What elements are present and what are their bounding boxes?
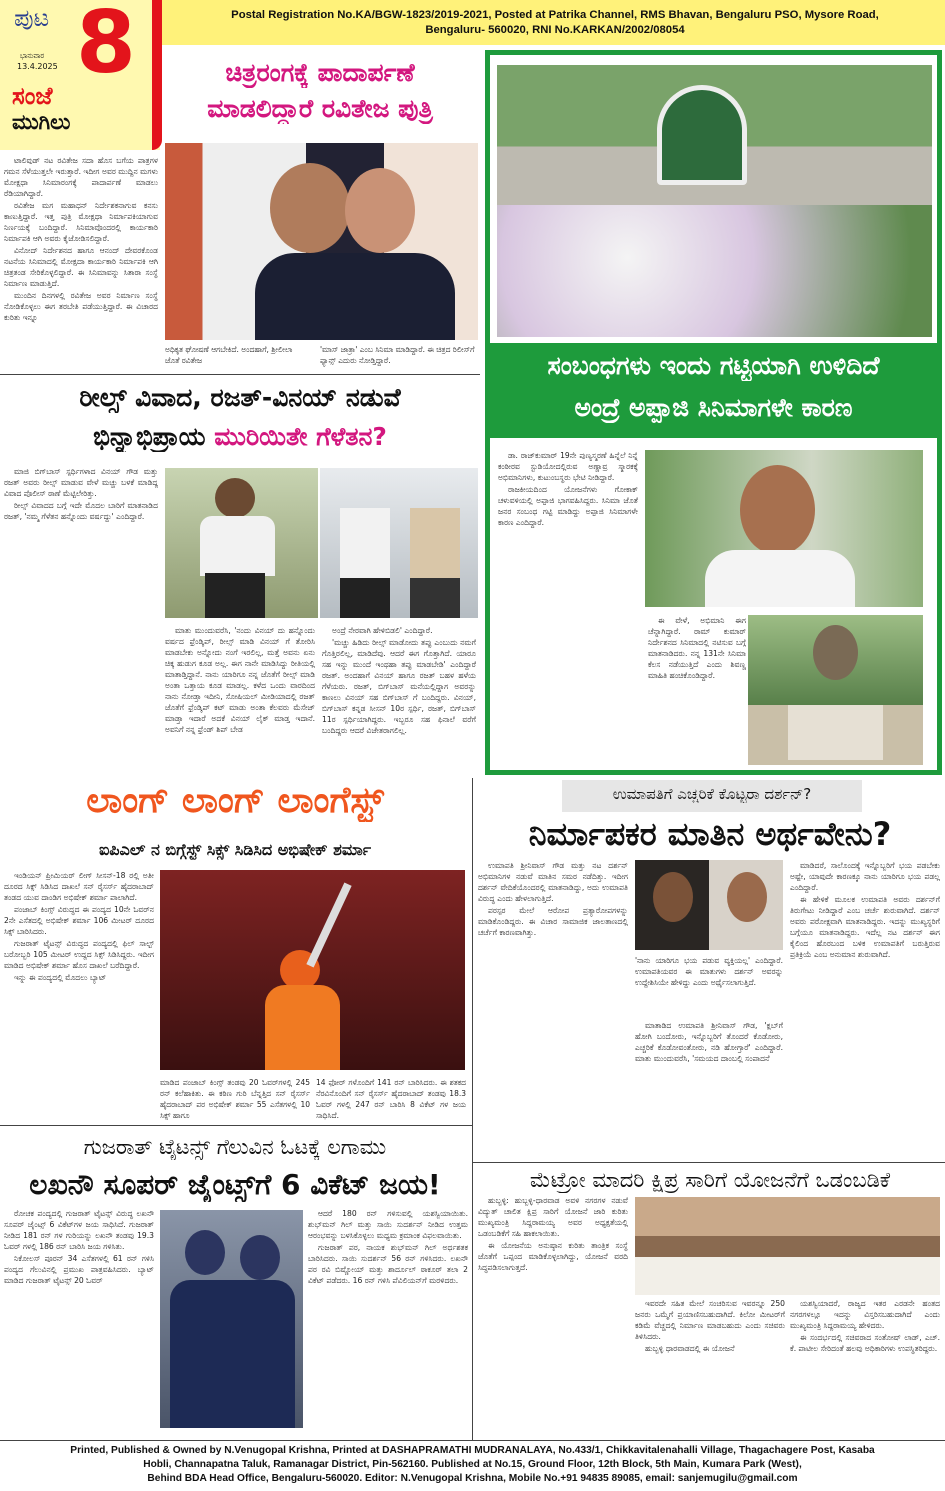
divider [0,374,480,375]
footer-line-2: Hobli, Channapatna Taluk, Ramanagar District, Pin-562160. Published at No.15, Ground Floor, 12th Block, 5th Main, Kumara Park (West), [143,1459,802,1470]
paragraph: ಗುಜರಾತ್ ಟೈಟನ್ಸ್ ವಿರುದ್ಧದ ಪಂದ್ಯದಲ್ಲಿ ಫಿಲ್ ಸಾಲ್ಟ್ ಬರೋಬ್ಬರಿ 105 ಮೀಟರ್ ಉದ್ದದ ಸಿಕ್ಸ್ ಸಿಡಿಸಿದ್ದರು. ಇದೀಗ ಮಾಡಿದ ಅಭಿಷೇಕ್ ಶರ್ಮಾ ಹೊಸ ದಾಖಲೆ ಬರೆದಿದ್ದಾರೆ. [4,939,154,970]
subheadline: ಐಪಿಎಲ್ ನ ಬಿಗ್ಗೆಸ್ಟ್ ಸಿಕ್ಸ್ ಸಿಡಿಸಿದ ಅಭಿಷೇಕ್ ಶರ್ಮಾ [98,840,372,859]
paragraph: ಇಂಡಿಯನ್ ಪ್ರೀಮಿಯರ್ ಲೀಗ್ ಸೀಸನ್-18 ರಲ್ಲಿ ಅತೀ ದೂರದ ಸಿಕ್ಸ್ ಸಿಡಿಸಿದ ದಾಖಲೆ ಸನ್ ರೈಸರ್ಸ್ ಹೈದರಾಬಾದ್ ತಂಡದ ಯುವ ದಾಂಡಿಗ ಅಭಿಷೇಕ್ ಶರ್ಮಾ ಪಾಲಾಗಿದೆ. [4,871,154,902]
paragraph: ಆದರೆ 180 ರನ್ ಗಳಿಸುವಲ್ಲಿ ಯಶಸ್ವಿಯಾಯಿತು. ಶುಭ್‌ಮನ್ ಗಿಲ್ ಮತ್ತು ಸಾಯಿ ಸುದರ್ಶನ್ ನೀಡಿದ ಉತ್ತಮ ಆರಂಭವನ್ನು ಬಳಸಿಕೊಳ್ಳಲು ಮಧ್ಯಮ ಕ್ರಮಾಂಕ ವಿಫಲವಾಯಿತು. [308,1209,468,1240]
footer-line-1: Printed, Published & Owned by N.Venugopal Krishna, Printed at DASHAPRAMATHI MUDRANALAYA, No.433/1, Chikkavitalenahalli Village, Thagachagere Post, Kasaba [70,1445,875,1456]
headline-line-2 [0,422,480,452]
article-body [4,870,154,1120]
divider [0,1125,472,1126]
paragraph: ಮುಂದಿನ ದಿನಗಳಲ್ಲಿ ರವಿತೇಜ ಅವರ ನಿರ್ಮಾಣ ಸಂಸ್ಥೆ ನೋಡಿಕೊಳ್ಳಲು ಈಗ ತರಬೇತಿ ಪಡೆಯುತ್ತಿದ್ದಾರೆ. ಈ ವಿಚಾರದ ಕುರಿತು ಇನ್ನೂ [4,291,158,322]
rajat-photo [165,468,318,618]
paragraph: ಮಾಡಿದರೆ, ಸಾಲೊಂದಕ್ಕೆ ಇನ್ನೊಬ್ಬರಿಗೆ ಭಯ ಪಡಬೇಕು ಅಷ್ಟೇ, ಯಾವುದೇ ಕಾರಣಕ್ಕೂ ನಾನು ಯಾರಿಗೂ ಭಯ ಪಡಲ್ಲ ಎಂದಿದ್ದಾರೆ. [790,861,940,892]
article-body-col-3 [790,1298,940,1436]
paragraph: ಉಮಾಪತಿ ಶ್ರೀನಿವಾಸ್ ಗೌಡ ಮತ್ತು ನಟ ದರ್ಶನ್ ಅಭಿಮಾನಿಗಳ ನಡುವೆ ಮಾತಿನ ಸಮರ ನಡೆದಿತ್ತು. ಇದೀಗ ದರ್ಶನ್ ವೇದಿಕೆಯೊಂದರಲ್ಲಿ ಮಾತನಾಡಿದ್ದು, ಅದು ಉಮಾಪತಿ ವಿರುದ್ಧ ಎಂದು ಹೇಳಲಾಗುತ್ತಿದೆ. [478,861,628,903]
photo-caption-1: ಅಧಿಕೃತ ಘೋಷಣೆ ಆಗಬೇಕಿದೆ. ಅಂದಹಾಗೆ, ಶ್ರೀಲೀಲಾ ಜೊತೆ ರವಿತೇಜ [165,345,293,365]
paragraph: ಡಾ. ರಾಜ್‌ಕುಮಾರ್ 19ನೇ ಪುಣ್ಯಸ್ಮರಣೆ ಹಿನ್ನೆಲೆ ನಿನ್ನೆ ಕಂಠೀರವ ಸ್ಟುಡಿಯೋದಲ್ಲಿರುವ ಅಣ್ಣಾವ್ರ ಸ್ಮಾರಕಕ್ಕೆ ಅಭಿಮಾನಿಗಳು, ಕುಟುಂಬಸ್ಥರು ಭೇಟಿ ನೀಡಿದ್ದಾರೆ. [498,451,638,482]
headline-line-2: ಮಾಡಲಿದ್ದಾರೆ ರವಿತೇಜ ಪುತ್ರಿ [207,94,433,123]
paragraph: ಮಾತು ಮುಂದುವರೆಸಿ, 'ನಂದು ವಿನಯ್ ದು ಹನ್ನೊಂದು ವರ್ಷದ ಫ್ರೆಂಡ್ಶಿಪ್, ರೀಲ್ಸ್ ಮಾಡಿ ವಿನಯ್ ಗೆ ತೋರಿಸಿ ಮಾಡಬೇಕು ಅನ್ನೋದು ನಂಗೆ ಇರಲಿಲ್ಲ, ಮತ್ತೆ ಅವನು ಏನು ಚಿಕ್ಕ ಹುಡುಗ ಕೂಡ ಅಲ್ಲ. ಈಗ ನಾನೇ ಮಾಡಿಸಿದ್ದು ರೀತಿಯಲ್ಲಿ ಮಾತಾಡ್ತಿದ್ದಾನೆ. ನಾನು ಯಾರಿಗೂ ನನ್ನ ಜೊತೆಗೆ ರೀಲ್ಸ್ ಮಾಡಿ ಅಂತಾ ಒತ್ತಾಯ ಕೂಡ ಮಾಡಲ್ಲ. ಕಳೆದ ಒಂದು ವಾರದಿಂದ ನಾನು ನೋಡ್ತಾ ಇದೀನಿ, ಸೋಷಿಯಲ್ ಮೀಡಿಯಾದಲ್ಲಿ ರಜತ್ ಜೊತೆಗೆ ಫ್ರೆಂಡ್ಶಿಪ್ ಕಟ್ ಮಾಡು ಅಂತಾ ಕೆಲವರು ಮೆಸೇಜ್ ಮಾಡ್ತಾ ಇದಾರೆ ಅದಕೆ ವಿನಯ್ ಲೈಕ್ ಮಾಡ್ತ ಇದಾನೆ. ಅವನಿಗೆ ನನ್ನ ಫ್ರೆಂಡ್ ಶಿಪ್ ಬೇಡ [165,626,315,734]
article-body [4,466,158,766]
photo-caption: 'ನಾನು ಯಾರಿಗೂ ಭಯ ಪಡುವ ವ್ಯಕ್ತಿಯಲ್ಲ' ಎಂದಿದ್ದಾರೆ. ಉಮಾಪತಿಯವರ ಈ ಮಾತುಗಳು ದರ್ಶನ್ ಅವರನ್ನು ಉದ್ದೇಶಿಸಿಯೇ ಹೇಳಿದ್ದು ಎಂದು ಅರ್ಥೈಸಲಾಗುತ್ತಿದೆ. [635,956,783,987]
article-body [4,1208,154,1436]
paragraph: ರಾಜಕೀಯದಿಂದ ಯೋಜನೆಗಳು ಗೋಕಾಕ್ ಚಳುವಳಿಯಲ್ಲಿ ಅಪ್ಪಾಜಿ ಭಾಗವಹಿಸಿದ್ದರು. ಸಿನಿಮಾ ಜೊತೆ ಜನರ ಸಂಬಂಧ ಗಟ್ಟಿ ಮಾಡಿದ್ದು ಅಪ್ಪಾಜಿ ಸಿನಿಮಾಗಳೇ ಕಾರಣ ಎಂದಿದ್ದಾರೆ. [498,485,638,527]
article-body [4,155,158,345]
headline-line-1: ರೀಲ್ಸ್ ವಿವಾದ, ರಜತ್-ವಿನಯ್ ನಡುವೆ [79,383,401,412]
photo-caption-1: ಮಾಡಿದ ಪಂಜಾಬ್ ಕಿಂಗ್ಸ್ ತಂಡವು 20 ಓವರ್‌ಗಳಲ್ಲಿ 245 ರನ್ ಕಲೆಹಾಕಿತು. ಈ ಕಠಿಣ ಗುರಿ ಬೆನ್ನತ್ತಿದ ಸನ್ ರೈಸರ್ಸ್ ಹೈದರಾಬಾದ್ ಪರ ಅಭಿಷೇಕ್ ಶರ್ಮಾ 55 ಎಸೆತಗಳಲ್ಲಿ 10 ಸಿಕ್ಸ್ ಹಾಗೂ [160,1078,310,1120]
paragraph: ಈ ಸಂದರ್ಭದಲ್ಲಿ ಸಚಿವರಾದ ಸಂತೋಷ್ ಲಾಡ್, ಎಚ್. ಕೆ. ಪಾಟೀಲ ಸೇರಿದಂತೆ ಹಲವು ಅಧಿಕಾರಿಗಳು ಉಪಸ್ಥಿತರಿದ್ದರು. [790,1333,940,1353]
paragraph: ಹುಬ್ಬಳ್ಳಿ ಧಾರವಾಡದಲ್ಲಿ ಈ ಯೋಜನೆ [645,1344,735,1353]
paragraph: ಯಶಸ್ವಿಯಾದರೆ, ರಾಜ್ಯದ ಇತರ ಎರಡನೇ ಹಂತದ ನಗರಗಳಲ್ಲೂ ಇದನ್ನು ವಿಸ್ತರಿಸಬಹುದಾಗಿದೆ ಎಂದು ಮುಖ್ಯಮಂತ್ರಿ ಸಿದ್ದರಾಮಯ್ಯ ಹೇಳಿದರು. [790,1299,940,1330]
shivarajkumar-photo [645,450,923,607]
headline: ಲಾಂಗ್ ಲಾಂಗ್ ಲಾಂಗೆಸ್ಟ್ [86,780,384,821]
postal-registration-line-2: Bengaluru- 560020, RNI No.KARKAN/2002/08054 [425,24,685,36]
paragraph: ವಿನೋದ್ ನಿರ್ದೇಶನದ ಹಾಗೂ ಆನಂದ್ ದೇವರಕೊಂಡ ನಟನೆಯ ಸಿನಿಮಾದಲ್ಲಿ ಮೋಕ್ಷದಾ ಕಾರ್ಯಕಾರಿ ನಿರ್ಮಾಪಕಿ ಆಗಿ ಚಿತ್ರತಂಡ ಸೇರಿಕೊಳ್ಳಲಿದ್ದಾರೆ. ಈ ಸಿನಿಮಾವನ್ನು ಸಿತಾರಾ ಸಂಸ್ಥೆ ನಿರ್ಮಾಣ ಮಾಡುತ್ತಿದೆ. [4,246,158,288]
day: ಭಾನುವಾರ [20,52,45,60]
article-body [478,860,628,1160]
paragraph: ಗುಜರಾತ್ ಪರ, ನಾಯಕ ಶುಭ್‌ಮನ್ ಗಿಲ್ ಅರ್ಧಶತಕ ಬಾರಿಸಿದರು. ಸಾಯಿ ಸುದರ್ಶನ್ 56 ರನ್ ಗಳಿಸಿದರು. ಲಖನೌ ಪರ ರವಿ ಬಿಷ್ಣೋಯ್ ಮತ್ತು ಶಾರ್ದೂಲ್ ಠಾಕೂರ್ ತಲಾ 2 ವಿಕೆಟ್ ಪಡೆದರು. 16 ರನ್ ಗಳಿಸಿ ಪೆವಿಲಿಯನ್‌ಗೆ ಮರಳಿದರು. [308,1243,468,1285]
paragraph: ಅಂದ್ರೆ ನೇರವಾಗಿ ಹೇಳಿಬಿಡಲಿ' ಎಂದಿದ್ದಾರೆ. [332,626,433,635]
headline: ನಿರ್ಮಾಪಕರ ಮಾತಿನ ಅರ್ಥವೇನು? [528,815,892,853]
footer-line-3: Behind BDA Head Office, Bengaluru-560020. Editor: N.Venugopal Krishna, Mobile No.+91 94835 89085, email: sanjemugilu@gmail.com [147,1473,798,1484]
kicker: ಉಮಾಪತಿಗೆ ಎಚ್ಚರಿಕೆ ಕೊಟ್ಟರಾ ದರ್ಶನ್? [612,785,812,803]
article-body-col-2 [308,1208,468,1436]
article-body-col-2 [635,1020,783,1160]
headline-line-1: ಚಿತ್ರರಂಗಕ್ಕೆ ಪಾದಾರ್ಪಣೆ [225,58,415,87]
article-body-col-2 [165,625,315,767]
article-body-col-3 [790,860,940,1160]
gujarat-titans-players-photo [160,1210,303,1428]
rajat-vinay-photo [320,468,478,618]
abhishek-sharma-photo [160,870,465,1070]
divider [0,1440,945,1441]
paragraph: ಪರಸ್ಪರ ಮೇಲೆ ಆರೋಪ ಪ್ರತ್ಯಾರೋಪಗಳನ್ನು ಮಾಡಿಕೊಂಡಿದ್ದರು. ಈ ವಿಚಾರ ಸಾಮಾಜಿಕ ಜಾಲತಾಣದಲ್ಲಿ ಚರ್ಚೆಗೆ ಕಾರಣವಾಗಿತ್ತು. [478,906,628,937]
paragraph: ರೀಲ್ಸ್ ವಿವಾದದ ಬಗ್ಗೆ ಇದೇ ಮೊದಲ ಬಾರಿಗೆ ಮಾತನಾಡಿದ ರಜತ್, 'ನಮ್ಮ ಗೆಳೆತನ ಹನ್ನೊಂದು ವರ್ಷದ್ದು' ಎಂದಿದ್ದಾರೆ. [4,501,158,521]
article-appaji [485,50,942,775]
footer [0,1444,945,1486]
mou-signing-photo [635,1197,940,1295]
darshan-umapathy-photo [635,860,783,950]
page-number: 8 [76,0,136,93]
paragraph: ಮಾತಾಡಿದ ಉಮಾಪತಿ ಶ್ರೀನಿವಾಸ್ ಗೌಡ, 'ಕ್ಲಬ್‌ಗೆ ಹೋಗಿ ಬಂದೋರು, ಇನ್ನೊಬ್ಬರಿಗೆ ತೊಂದರೆ ಕೊಡೋರು, ಎಚ್ಚರಿಕೆ ಕೊಡೋವಂತೋರು, ನಡಿ ಹೋಗ್ತಾರೆ' ಎಂದಿದ್ದಾರೆ. ಮಾತು ಮುಂದುವರೆಸಿ, 'ಸಮಯದ ದಾಂಬಲ್ಲಿ ಸಂಪಾದನೆ [635,1021,783,1063]
paragraph: ಇವರದೇ ಸಹಿತ ಮೇಲೆ ಸಂಚರಿಸುವ ಇವರನ್ನೂ 250 ಜನರು ಒಮ್ಮೆಗೆ ಪ್ರಯಾಣಿಸಬಹುದಾಗಿದೆ. ಕಿಲೋ ಮೀಟರ್‌ಗೆ ಕಡಿಮೆ ವೆಚ್ಚದಲ್ಲಿ ನಿರ್ಮಾಣ ಮಾಡಬಹುದು ಎಂದು ಸಚಿವರು ತಿಳಿಸಿದರು. [635,1299,785,1341]
paragraph: ಹುಬ್ಬಳ್ಳಿ: ಹುಬ್ಬಳ್ಳಿ-ಧಾರವಾಡ ಅವಳಿ ನಗರಗಳ ನಡುವೆ ವಿದ್ಯುತ್ ಚಾಲಿತ ಕ್ಷಿಪ್ರ ಸಾರಿಗೆ ಯೋಜನೆ ಜಾರಿ ಕುರಿತು ಮುಖ್ಯಮಂತ್ರಿ ಸಿದ್ದರಾಮಯ್ಯ ಅವರ ಅಧ್ಯಕ್ಷತೆಯಲ್ಲಿ ಒಡಂಬಡಿಕೆಗೆ ಸಹಿ ಹಾಕಲಾಯಿತು. [478,1196,628,1238]
photo-caption-2: 14 ಫೋರ್ ಗಳೊಂದಿಗೆ 141 ರನ್ ಬಾರಿಸಿದರು. ಈ ಶತಕದ ನೆರವಿನೊಂದಿಗೆ ಸನ್ ರೈಸರ್ಸ್ ಹೈದರಾಬಾದ್ ತಂಡವು 18.3 ಓವರ್ ಗಳಲ್ಲಿ 247 ರನ್ ಬಾರಿಸಿ 8 ವಿಕೆಟ್ ಗಳ ಜಯ ಸಾಧಿಸಿದೆ. [316,1078,466,1120]
article-body-col-2 [635,1298,785,1436]
headline: ಮೆಟ್ರೋ ಮಾದರಿ ಕ್ಷಿಪ್ರ ಸಾರಿಗೆ ಯೋಜನೆಗೆ ಒಡಂಬಡಿಕೆ [529,1168,891,1192]
article-body [498,450,638,765]
paragraph: ಮಾಜಿ ಬಿಗ್‌ಬಾಸ್ ಸ್ಪರ್ಧಿಗಳಾದ ವಿನಯ್ ಗೌಡ ಮತ್ತು ರಜತ್ ಅವರು ರೀಲ್ಸ್ ಮಾಡುವ ವೇಳೆ ಮಚ್ಚು ಬಳಕೆ ಮಾಡಿದ್ದ ವಿವಾದ ಪೊಲೀಸ್ ಠಾಣೆ ಮೆಟ್ಟಿಲೇರಿತ್ತು. [4,467,158,498]
paragraph: ಈ ಹೇಳಿಕೆ ಮೂಲಕ ಉಮಾಪತಿ ಅವರು ದರ್ಶನ್‌ಗೆ ತಿರುಗೇಟು ನೀಡಿದ್ದಾರೆ ಎಂಬ ಚರ್ಚೆ ಶುರುವಾಗಿದೆ. ದರ್ಶನ್ ಅವರು ಪರೋಕ್ಷವಾಗಿ ಮಾತನಾಡಿದ್ದರು. ಇದನ್ನು ಮುಖ್ಯಸ್ಥರಿಗೆ ಬಗ್ಗೆಯೂ ಮಾತನಾಡಿದ್ದರು. ಇದೆಲ್ಲ ನಟ ದರ್ಶನ್ ಈಗ ಕೈಲಿಂದ ಹೊರಬಂದ ಬಳಿಕ ಉಮಾಪತಿಗೆ ಬರುತ್ತಿರುವ ಪ್ರತಿಕ್ರಿಯೆ ಎಂಬ ಅನುಮಾನ ಶುರುವಾಗಿದೆ. [790,895,940,959]
divider [472,778,473,1440]
rajkumar-statue-photo [748,615,923,765]
paragraph: 'ಮಚ್ಚು ಹಿಡಿದು ರೀಲ್ಸ್ ಮಾಡೋದು ತಪ್ಪು ಎಂಬುದು ನಮಗೆ ಗೊತ್ತಿರಲಿಲ್ಲ, ಮಾಡಿದೆವು. ಆದರೆ ಈಗ ಗೊತ್ತಾಗಿದೆ. ಯಾರೂ ಸಹ ಇನ್ನು ಮುಂದೆ ಇಂಥಹಾ ತಪ್ಪು ಮಾಡಬೇಡಿ' ಎಂದಿದ್ದಾರೆ ರಜತ್. ಅಂದಹಾಗೆ ವಿನಯ್ ಹಾಗೂ ರಜತ್ ಬಹಳ ಹಳೆಯ ಗೆಳೆಯರು. ರಜತ್, ಬಿಗ್‌ಬಾಸ್ ಮನೆಯಲ್ಲಿದ್ದಾಗ ಅವರನ್ನು ಕಾಣಲು ವಿನಯ್ ಸಹ ಬಿಗ್‌ಬಾಸ್ ಗೆ ಬಂದಿದ್ದರು. ವಿನಯ್, ಬಿಗ್‌ಬಾಸ್ ಕನ್ನಡ ಸೀಸನ್ 10ರ ಸ್ಪರ್ಧಿ, ರಜತ್, ಬಿಗ್‌ಬಾಸ್ 11ರ ಸ್ಪರ್ಧಿಯಾಗಿದ್ದರು. ಇಬ್ಬರೂ ಸಹ ಫಿನಾಲೆ ವರೆಗೆ ಬಂದಿದ್ದರು ಆದರೆ ವಿಜೇತರಾಗಲಿಲ್ಲ. [322,638,476,735]
photo-caption-2: 'ಮಾಸ್ ಜಾತ್ರಾ' ಎಂಬ ಸಿನಿಮಾ ಮಾಡಿದ್ದಾರೆ. ಈ ಚಿತ್ರದ ರಿಲೀಸ್‌ಗೆ ಫ್ಯಾನ್ಸ್ ಎದುರು ನೋಡ್ತಿದ್ದಾರೆ. [320,345,475,365]
headline-part-a: ಭಿನ್ನಾಭಿಪ್ರಾಯ [93,422,215,451]
article-body-col-3 [322,625,476,767]
divider [472,1162,945,1163]
page-word: ಪುಟ [14,4,50,32]
date: 13.4.2025 [17,62,58,71]
paragraph: ಪಂಜಾಬ್ ಕಿಂಗ್ಸ್ ವಿರುದ್ಧದ ಈ ಪಂದ್ಯದ 10ನೇ ಓವರ್‌ನ 2ನೇ ಎಸೆತದಲ್ಲಿ ಅಭಿಷೇಕ್ ಶರ್ಮಾ 106 ಮೀಟರ್ ದೂರದ ಸಿಕ್ಸ್ ಬಾರಿಸಿದರು. [4,905,154,936]
headline-part-b: ಮುರಿಯಿತೇ ಗೆಳೆತನ? [214,422,387,451]
raviteja-daughter-photo [165,143,478,340]
rajkumar-memorial-photo [497,65,932,337]
postal-registration-line-1: Postal Registration No.KA/BGW-1823/2019-2021, Posted at Patrika Channel, RMS Bhavan, Bengaluru PSO, Mysore Road, [231,9,879,21]
headline: ಲಖನೌ ಸೂಪರ್ ಜೈಂಟ್ಸ್‌ಗೆ 6 ವಿಕೆಟ್ ಜಯ! [29,1168,441,1201]
paragraph: ರವಿತೇಜ ಮಗ ಮಹಾಧನ್ ನಿರ್ದೇಶಕನಾಗುವ ಕನಸು ಕಾಣುತ್ತಿದ್ದಾರೆ. ಇತ್ತ ಪುತ್ರಿ ಮೋಕ್ಷಧಾ ನಿರ್ಮಾಪಕಿಯಾಗುವ ನಿರ್ಣಯಕ್ಕೆ ಬಂದಿದ್ದಾರೆ. ಸಿನಿಮಾವೊಂದರಲ್ಲಿ ಕಾರ್ಯಕಾರಿ ನಿರ್ಮಾಪಕಿ ಆಗಿ ಅವರು ಕೈಜೋಡಿಸಲಿದ್ದಾರೆ. [4,201,158,243]
paragraph: ಇನ್ನು ಈ ಪಂದ್ಯದಲ್ಲಿ ಮೊದಲು ಬ್ಯಾಟ್ [14,973,107,982]
headline-line-1: ಸಂಬಂಧಗಳು ಇಂದು ಗಟ್ಟಿಯಾಗಿ ಉಳಿದಿದೆ [547,351,880,380]
paragraph: ನಿಕೋಲಸ್ ಪೂರನ್ 34 ಎಸೆತಗಳಲ್ಲಿ 61 ರನ್ ಗಳಿಸಿ ಪಂದ್ಯದ ಗೆಲುವಿನಲ್ಲಿ ಪ್ರಮುಖ ಪಾತ್ರವಹಿಸಿದರು. ಬ್ಯಾಟ್ ಮಾಡಿದ ಗುಜರಾತ್ ಟೈಟನ್ಸ್ 20 ಓವರ್ [4,1254,154,1285]
paper-name-line-2: ಮುಗಿಲು [12,110,71,134]
kicker: ಗುಜರಾತ್ ಟೈಟನ್ಸ್ ಗೆಲುವಿನ ಓಟಕ್ಕೆ ಲಗಾಮು [83,1135,387,1159]
paragraph: ಈ ಯೋಜನೆಯ ಅನುಷ್ಠಾನ ಕುರಿತು ತಾಂತ್ರಿಕ ಸಂಸ್ಥೆ ಜೊತೆಗೆ ಒಪ್ಪಂದ ಮಾಡಿಕೊಳ್ಳಲಾಗಿದ್ದು, ಯೋಜನೆ ವರದಿ ಸಿದ್ಧಪಡಿಸಲಾಗುತ್ತದೆ. [478,1241,628,1272]
paragraph: ಈ ವೇಳೆ, ಅಭಿಮಾನಿ ಈಗ ಚೆನ್ನಾಗಿದ್ದಾರೆ. ರಾಮ್ ಕುಮಾರ್ ನಿರ್ದೇಶನದ ಸಿನಿಮಾದಲ್ಲಿ ನಟಿಸುವ ಬಗ್ಗೆ ಮಾತನಾಡಿದರು. ನನ್ನ 131ನೇ ಸಿನಿಮಾ ಕೆಲಸ ನಡೆಯುತ್ತಿದೆ ಎಂದು ಶಿವಣ್ಣ ಮಾಹಿತಿ ಹಂಚಿಕೊಂಡಿದ್ದಾರೆ. [648,616,746,680]
headline-line-2: ಅಂದ್ರೆ ಅಪ್ಪಾಜಿ ಸಿನಿಮಾಗಳೇ ಕಾರಣ [574,393,853,422]
paragraph: ರೋಚಕ ಪಂದ್ಯದಲ್ಲಿ ಗುಜರಾತ್ ಟೈಟನ್ಸ್ ವಿರುದ್ಧ ಲಖನೌ ಸೂಪರ್ ಜೈಂಟ್ಸ್ 6 ವಿಕೆಟ್‌ಗಳ ಜಯ ಸಾಧಿಸಿದೆ. ಗುಜರಾತ್ ನೀಡಿದ 181 ರನ್ ಗಳ ಗುರಿಯನ್ನು ಲಖನೌ ತಂಡವು 19.3 ಓವರ್ ಗಳಲ್ಲಿ 186 ರನ್ ಬಾರಿಸಿ ಜಯ ಗಳಿಸಿತು. [4,1209,154,1251]
article-body [478,1195,628,1435]
article-body-col-2 [648,615,746,765]
paper-name-line-1: ಸಂಜೆ [12,82,53,110]
paragraph: ಟಾಲಿವುಡ್ ನಟ ರವಿತೇಜ ಸದಾ ಹೊಸ ಬಗೆಯ ಪಾತ್ರಗಳ ಗಮನ ಸೆಳೆಯುತ್ತಲೇ ಇರುತ್ತಾರೆ. ಇದೀಗ ಅವರ ಮುದ್ದಿನ ಮಗಳು ಮೋಕ್ಷಧಾ ಸಿನಿಮಾರಂಗಕ್ಕೆ ಪಾದಾರ್ಪಣೆ ಮಾಡಲು ರೆಡಿಯಾಗಿದ್ದಾರೆ. [4,156,158,198]
